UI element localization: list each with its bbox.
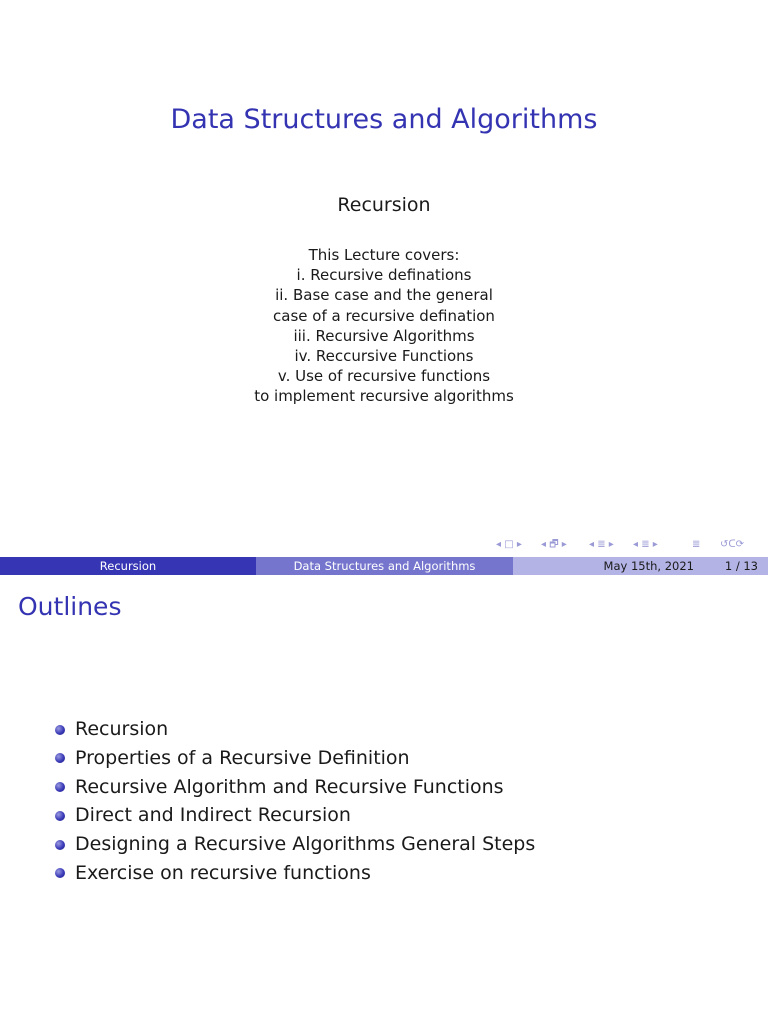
appendix-nav-icon[interactable]: ≣ [692,539,701,550]
outlines-slide [0,576,768,1024]
slide-title: Data Structures and Algorithms [170,104,598,135]
bullet-icon [55,725,65,735]
covers-line: to implement recursive algorithms [254,387,514,406]
bullet-icon [55,782,65,792]
footline [0,557,768,575]
covers-line: iii. Recursive Algorithms [293,326,475,345]
covers-line: v. Use of recursive functions [277,367,491,386]
document-nav-icon[interactable]: ◂ ≣ ▸ [633,539,658,550]
list-item-label: Designing a Recursive Algorithms General Steps [75,833,536,856]
footer-course-title: Data Structures and Algorithms [256,557,513,575]
list-item [0,773,535,802]
list-item-label: Exercise on recursive functions [75,861,371,884]
bullet-icon [55,811,65,821]
list-item-label: Direct and Indirect Recursion [75,804,351,827]
outline-list [0,715,535,888]
list-item-label: Recursion [75,718,169,740]
subsection-nav-icon[interactable]: ◂ 🗗 ▸ [541,539,567,550]
list-item [0,859,535,888]
list-item [0,830,535,859]
covers-line: i. Recursive definations [296,266,472,285]
covers-line: iv. Reccursive Functions [294,347,474,366]
search-back-forward-icon[interactable]: ↺ᑕ⟳ [720,539,745,550]
list-item [0,715,535,744]
bullet-icon [55,840,65,850]
covers-line: case of a recursive defination [273,306,495,325]
footer-date: May 15th, 2021 [603,559,694,573]
bullet-icon [55,868,65,878]
footer-page-number: 1 / 13 [724,559,758,573]
covers-line: ii. Base case and the general [275,286,493,305]
list-item [0,801,535,830]
frame-title: Outlines [18,592,122,621]
navigation-symbols [0,538,768,552]
slide-subtitle: Recursion [337,194,431,216]
list-item-label: Properties of a Recursive Definition [75,746,410,769]
footer-right-panel [513,557,768,575]
lecture-covers-block [0,245,768,407]
covers-line: This Lecture covers: [308,246,460,264]
list-item-label: Recursive Algorithm and Recursive Functions [75,775,504,798]
footer-short-title: Recursion [0,557,256,575]
list-item [0,744,535,773]
frame-nav-icon[interactable]: ◂ □ ▸ [496,539,522,550]
bullet-icon [55,753,65,763]
section-nav-icon[interactable]: ◂ ≣ ▸ [589,539,614,550]
